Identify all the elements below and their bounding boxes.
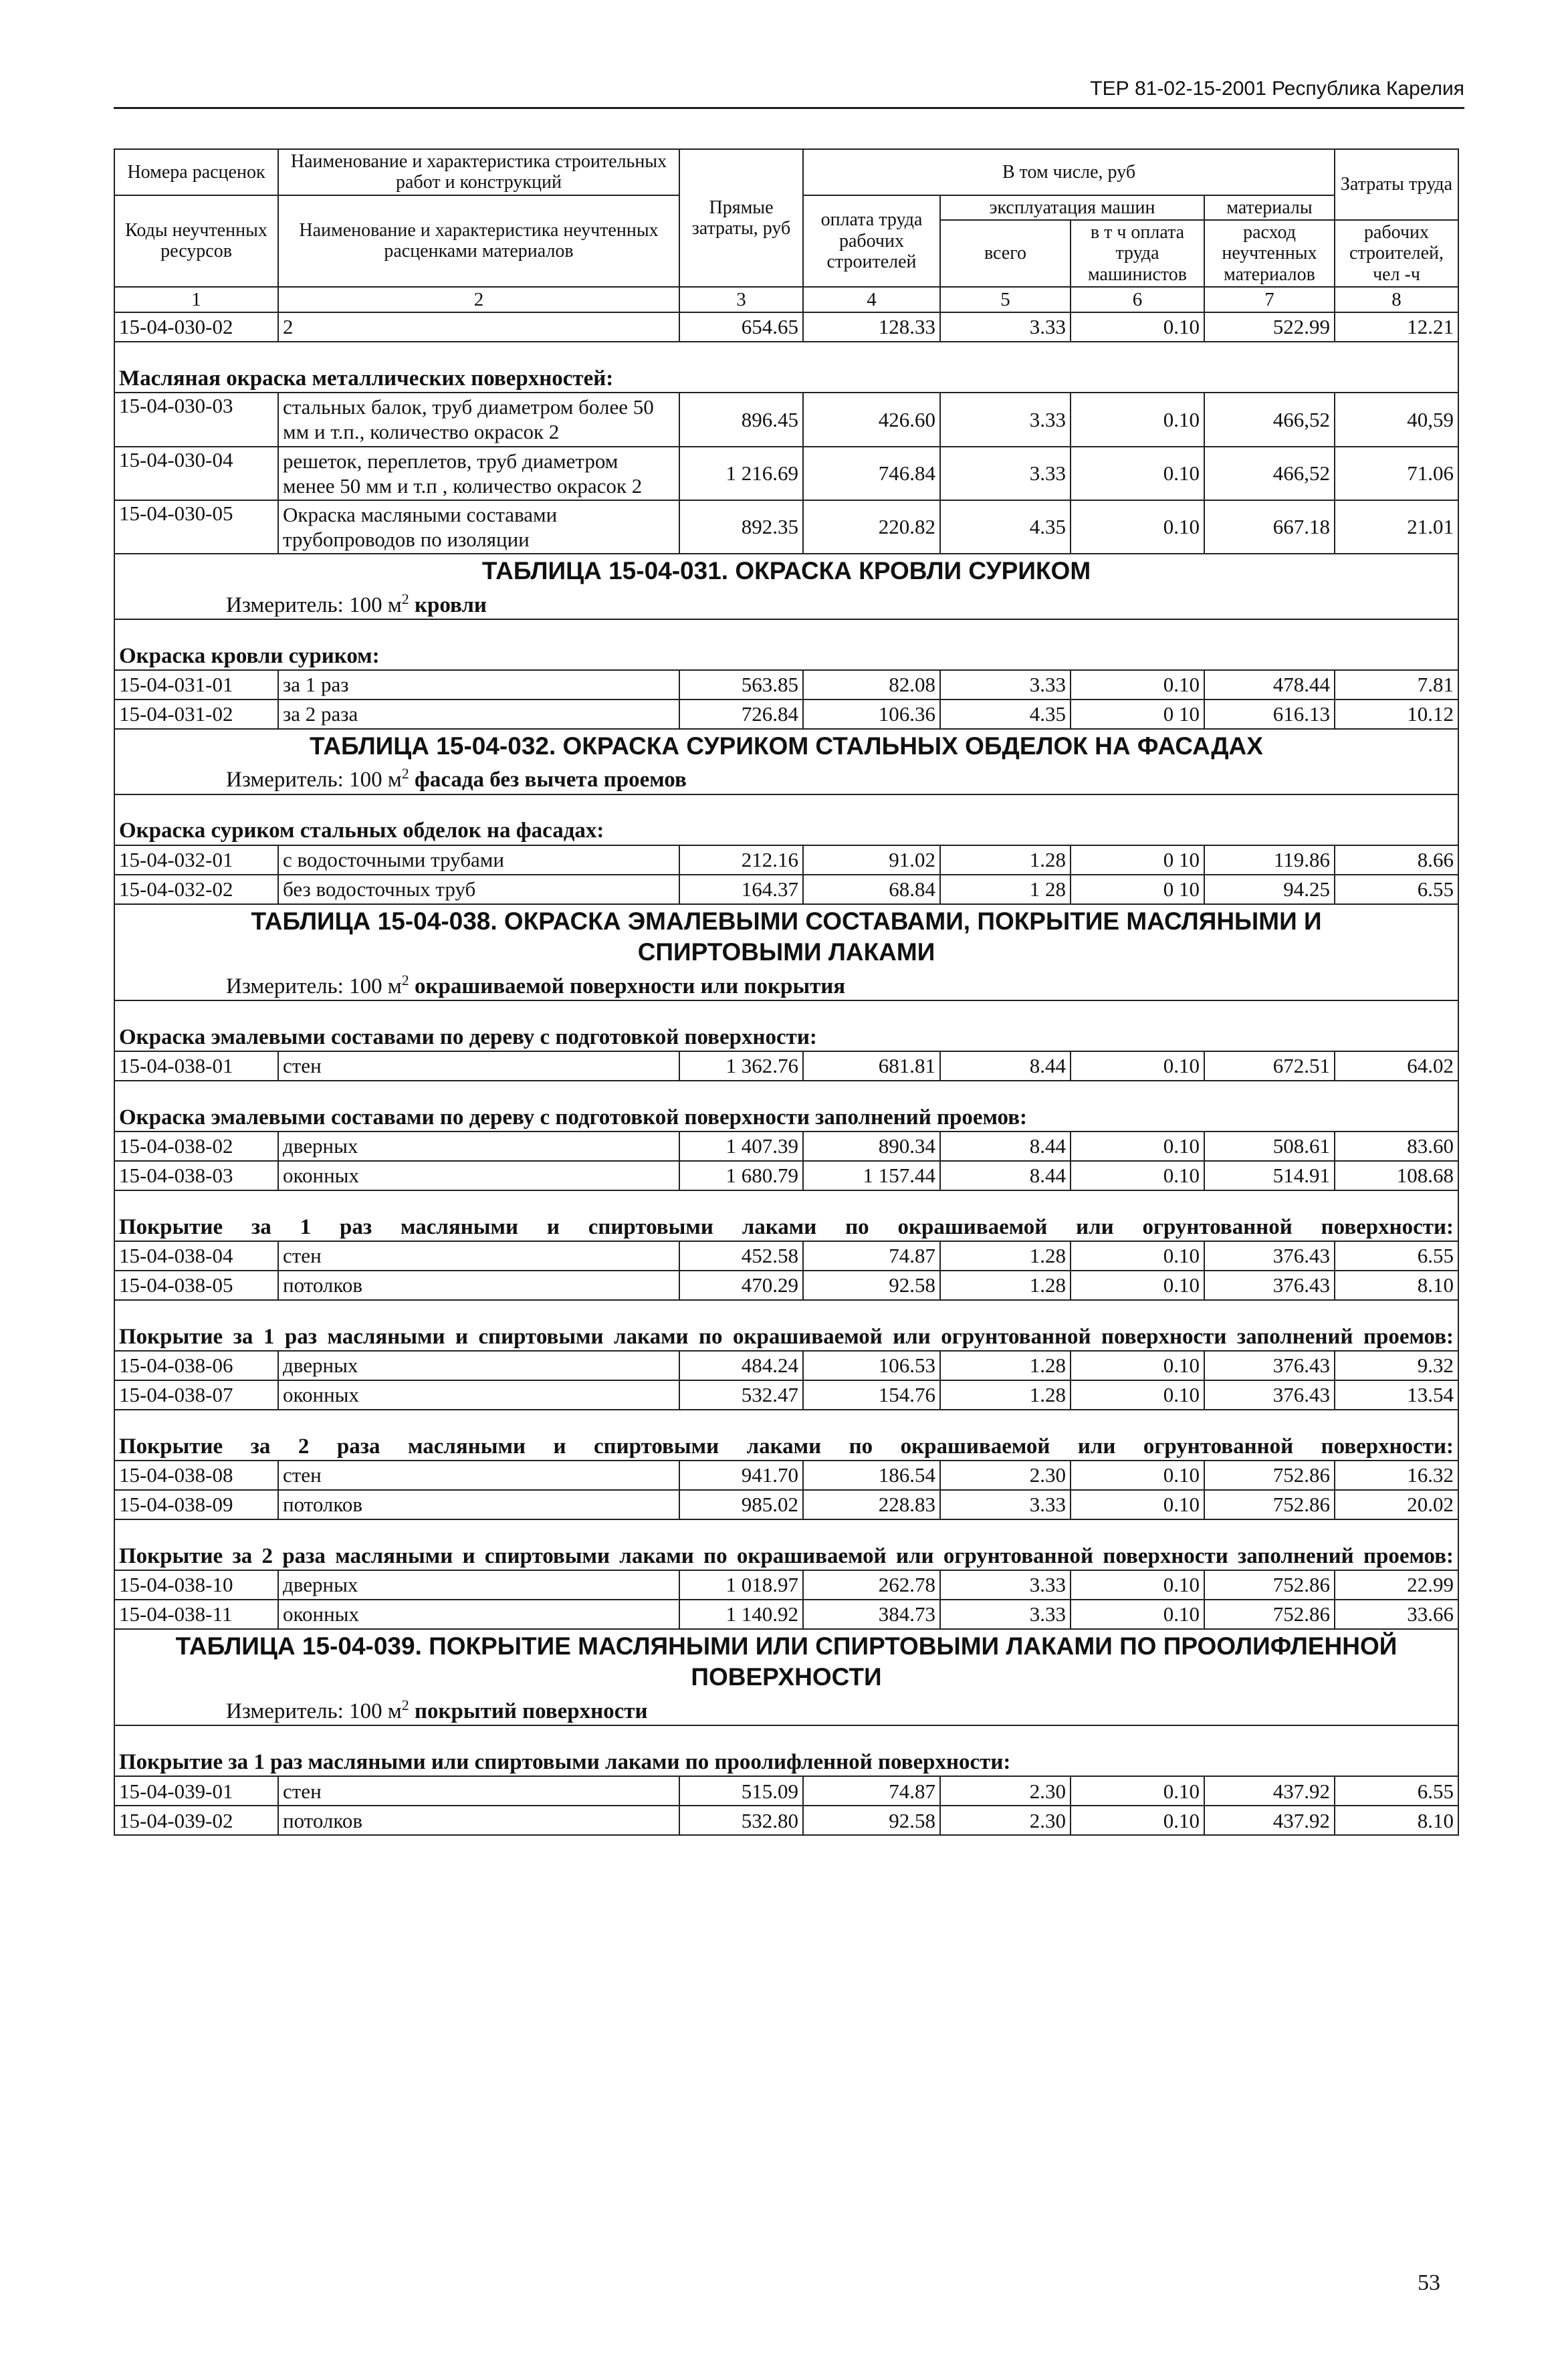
- work-name: потолков: [278, 1271, 679, 1300]
- measure-exponent: 2: [401, 1696, 409, 1713]
- value-mat: 119.86: [1204, 845, 1335, 875]
- table-title: ТАБЛИЦА 15-04-032. ОКРАСКА СУРИКОМ СТАЛЬНЫХ ОБДЕЛОК НА ФАСАДАХ: [310, 732, 1263, 760]
- measure-object: кровли: [409, 593, 487, 617]
- section-heading-row: [114, 619, 1458, 670]
- measure-label: Измеритель: 100 м: [226, 1699, 402, 1723]
- value-mach: 8.44: [940, 1051, 1071, 1081]
- work-name: без водосточных труб: [278, 875, 679, 904]
- measure-unit: [119, 587, 1454, 618]
- table-row: [114, 1271, 1458, 1300]
- work-name: решеток, переплетов, труб диаметром менее 50 мм и т.п , количество окрасок 2: [278, 447, 679, 500]
- table-row: [114, 1570, 1458, 1600]
- value-mach-wage: 0.10: [1071, 1570, 1204, 1600]
- rate-code: 15-04-038-06: [114, 1351, 278, 1380]
- value-mach: 1.28: [940, 1241, 1071, 1271]
- section-heading: Окраска эмалевыми составами по дереву с подготовкой поверхности заполнений проемов:: [114, 1081, 1458, 1132]
- table-row: [114, 1351, 1458, 1380]
- value-direct: 484.24: [679, 1351, 803, 1380]
- rate-code: 15-04-030-02: [114, 312, 278, 342]
- value-direct: 452.58: [679, 1241, 803, 1271]
- measure-object: окрашиваемой поверхности или покрытия: [409, 974, 846, 998]
- value-direct: 1 362.76: [679, 1051, 803, 1081]
- rate-code: 15-04-039-01: [114, 1776, 278, 1806]
- work-name: 2: [278, 312, 679, 342]
- col-head-all: всего: [940, 220, 1071, 287]
- table-title-row: [114, 729, 1458, 794]
- value-direct: 941.70: [679, 1461, 803, 1490]
- table-row: [114, 1776, 1458, 1806]
- value-mach-wage: 0.10: [1071, 670, 1204, 700]
- work-name: оконных: [278, 1380, 679, 1410]
- section-heading: Покрытие за 1 раз масляными или спиртовыми лаками по проолифленной поверхности:: [114, 1725, 1458, 1776]
- measure-unit: [119, 1693, 1454, 1724]
- value-wage: 890.34: [803, 1132, 940, 1161]
- measure-unit: [119, 762, 1454, 792]
- value-direct: 212.16: [679, 845, 803, 875]
- value-mach: 3.33: [940, 393, 1071, 446]
- value-mach: 1 28: [940, 875, 1071, 904]
- rates-table: [114, 148, 1459, 1836]
- value-labor: 7.81: [1335, 670, 1458, 700]
- table-title-cell: [114, 554, 1458, 619]
- value-mach-wage: 0.10: [1071, 1351, 1204, 1380]
- section-heading: Покрытие за 1 раз масляными и спиртовыми лаками по окрашиваемой или огрунтованной поверхности:: [114, 1190, 1458, 1241]
- value-wage: 746.84: [803, 447, 940, 500]
- work-name: Окраска масляными составами трубопроводов по изоляции: [278, 500, 679, 554]
- value-labor: 8.66: [1335, 845, 1458, 875]
- col-head-number: Номера расценок: [114, 149, 278, 195]
- table-row: [114, 1051, 1458, 1081]
- value-mach-wage: 0.10: [1071, 1776, 1204, 1806]
- table-row: [114, 845, 1458, 875]
- work-name: оконных: [278, 1600, 679, 1629]
- value-mach: 3.33: [940, 1490, 1071, 1519]
- value-wage: 262.78: [803, 1570, 940, 1600]
- value-labor: 108.68: [1335, 1161, 1458, 1190]
- value-direct: 654.65: [679, 312, 803, 342]
- col-head-mat-cons: расход неучтенных материалов: [1204, 220, 1335, 287]
- rate-code: 15-04-032-01: [114, 845, 278, 875]
- column-number: 8: [1335, 287, 1458, 312]
- value-direct: 892.35: [679, 500, 803, 554]
- value-mat: 752.86: [1204, 1570, 1335, 1600]
- value-mach: 1.28: [940, 1351, 1071, 1380]
- table-row: [114, 700, 1458, 729]
- value-mach-wage: 0.10: [1071, 1132, 1204, 1161]
- value-mach-wage: 0.10: [1071, 1161, 1204, 1190]
- value-wage: 1 157.44: [803, 1161, 940, 1190]
- value-direct: 1 680.79: [679, 1161, 803, 1190]
- value-mach: 2.30: [940, 1461, 1071, 1490]
- value-direct: 164.37: [679, 875, 803, 904]
- value-wage: 186.54: [803, 1461, 940, 1490]
- value-mach: 1.28: [940, 1380, 1071, 1410]
- work-name: за 1 раз: [278, 670, 679, 700]
- column-numbers-row: [114, 287, 1458, 312]
- value-wage: 74.87: [803, 1241, 940, 1271]
- value-wage: 384.73: [803, 1600, 940, 1629]
- rate-code: 15-04-032-02: [114, 875, 278, 904]
- value-mach-wage: 0 10: [1071, 845, 1204, 875]
- value-labor: 9.32: [1335, 1351, 1458, 1380]
- value-wage: 154.76: [803, 1380, 940, 1410]
- value-direct: 985.02: [679, 1490, 803, 1519]
- table-row: [114, 1600, 1458, 1629]
- table-title: ТАБЛИЦА 15-04-031. ОКРАСКА КРОВЛИ СУРИКОМ: [481, 557, 1091, 585]
- value-mat: 522.99: [1204, 312, 1335, 342]
- value-mach: 8.44: [940, 1132, 1071, 1161]
- value-mach-wage: 0.10: [1071, 500, 1204, 554]
- section-heading-row: [114, 1081, 1458, 1132]
- work-name: оконных: [278, 1161, 679, 1190]
- value-labor: 6.55: [1335, 1776, 1458, 1806]
- work-name: стен: [278, 1241, 679, 1271]
- work-name: за 2 раза: [278, 700, 679, 729]
- col-head-wage-mach: в т ч оплата труда машинистов: [1071, 220, 1204, 287]
- rate-code: 15-04-030-05: [114, 500, 278, 554]
- work-name: дверных: [278, 1132, 679, 1161]
- value-mat: 437.92: [1204, 1776, 1335, 1806]
- rate-code: 15-04-030-03: [114, 393, 278, 446]
- column-number: 7: [1204, 287, 1335, 312]
- col-head-including: В том числе, руб: [803, 149, 1335, 195]
- value-mach-wage: 0.10: [1071, 1380, 1204, 1410]
- value-mach: 4.35: [940, 700, 1071, 729]
- section-heading-row: [114, 1190, 1458, 1241]
- value-direct: 1 216.69: [679, 447, 803, 500]
- value-labor: 16.32: [1335, 1461, 1458, 1490]
- measure-exponent: 2: [401, 590, 409, 607]
- section-heading-row: [114, 1519, 1458, 1570]
- value-labor: 12.21: [1335, 312, 1458, 342]
- value-labor: 21.01: [1335, 500, 1458, 554]
- value-direct: 532.80: [679, 1806, 803, 1835]
- col-head-wage: оплата труда рабочих строителей: [803, 195, 940, 287]
- col-head-name: Наименование и характеристика строительных работ и конструкций: [278, 149, 679, 195]
- value-mat: 376.43: [1204, 1241, 1335, 1271]
- value-mach-wage: 0.10: [1071, 393, 1204, 446]
- value-direct: 896.45: [679, 393, 803, 446]
- value-wage: 128.33: [803, 312, 940, 342]
- value-labor: 71.06: [1335, 447, 1458, 500]
- value-mach: 4.35: [940, 500, 1071, 554]
- rate-code: 15-04-031-01: [114, 670, 278, 700]
- header-rule: [114, 107, 1464, 109]
- rate-code: 15-04-038-08: [114, 1461, 278, 1490]
- value-direct: 1 140.92: [679, 1600, 803, 1629]
- value-wage: 228.83: [803, 1490, 940, 1519]
- value-mat: 478.44: [1204, 670, 1335, 700]
- value-labor: 33.66: [1335, 1600, 1458, 1629]
- rate-code: 15-04-038-10: [114, 1570, 278, 1600]
- section-heading: Масляная окраска металлических поверхностей:: [114, 342, 1458, 393]
- work-name: с водосточными трубами: [278, 845, 679, 875]
- value-mat: 616.13: [1204, 700, 1335, 729]
- value-direct: 515.09: [679, 1776, 803, 1806]
- measure-label: Измеритель: 100 м: [226, 974, 402, 998]
- column-number: 5: [940, 287, 1071, 312]
- value-labor: 8.10: [1335, 1806, 1458, 1835]
- value-mat: 466,52: [1204, 447, 1335, 500]
- measure-label: Измеритель: 100 м: [226, 768, 402, 792]
- col-head-labor: рабочих строителей, чел -ч: [1335, 220, 1458, 287]
- table-row: [114, 670, 1458, 700]
- value-direct: 1 018.97: [679, 1570, 803, 1600]
- column-number: 1: [114, 287, 278, 312]
- work-name: стен: [278, 1461, 679, 1490]
- value-labor: 6.55: [1335, 1241, 1458, 1271]
- value-wage: 220.82: [803, 500, 940, 554]
- value-mach: 3.33: [940, 447, 1071, 500]
- rate-code: 15-04-038-03: [114, 1161, 278, 1190]
- value-wage: 106.53: [803, 1351, 940, 1380]
- rate-code: 15-04-038-11: [114, 1600, 278, 1629]
- value-mat: 672.51: [1204, 1051, 1335, 1081]
- table-row: [114, 875, 1458, 904]
- work-name: стен: [278, 1051, 679, 1081]
- value-labor: 64.02: [1335, 1051, 1458, 1081]
- table-row: [114, 500, 1458, 554]
- work-name: потолков: [278, 1490, 679, 1519]
- value-labor: 6.55: [1335, 875, 1458, 904]
- value-mach-wage: 0.10: [1071, 1600, 1204, 1629]
- value-wage: 74.87: [803, 1776, 940, 1806]
- value-wage: 82.08: [803, 670, 940, 700]
- table-row: [114, 1161, 1458, 1190]
- col-head-direct: Прямые затраты, руб: [679, 149, 803, 287]
- section-heading: Покрытие за 1 раз масляными и спиртовыми лаками по окрашиваемой или огрунтованной поверхности заполнений проемов:: [114, 1300, 1458, 1351]
- rate-code: 15-04-038-09: [114, 1490, 278, 1519]
- value-direct: 1 407.39: [679, 1132, 803, 1161]
- section-heading: Покрытие за 2 раза масляными и спиртовыми лаками по окрашиваемой или огрунтованной поверхности заполнений проемов:: [114, 1519, 1458, 1570]
- value-labor: 22.99: [1335, 1570, 1458, 1600]
- section-heading-row: [114, 1000, 1458, 1051]
- value-wage: 91.02: [803, 845, 940, 875]
- value-mach: 3.33: [940, 1570, 1071, 1600]
- value-mach: 3.33: [940, 312, 1071, 342]
- value-mat: 508.61: [1204, 1132, 1335, 1161]
- table-title-row: [114, 554, 1458, 619]
- col-head-labor-top: Затраты труда: [1335, 149, 1458, 220]
- value-mach: 1.28: [940, 845, 1071, 875]
- value-direct: 532.47: [679, 1380, 803, 1410]
- value-wage: 426.60: [803, 393, 940, 446]
- value-wage: 92.58: [803, 1271, 940, 1300]
- page-number: 53: [1418, 2270, 1440, 2295]
- table-title-row: [114, 904, 1458, 1000]
- table-title: ТАБЛИЦА 15-04-039. ПОКРЫТИЕ МАСЛЯНЫМИ ИЛИ СПИРТОВЫМИ ЛАКАМИ ПО ПРООЛИФЛЕННОЙ ПОВЕРХНОСТИ: [175, 1632, 1397, 1691]
- value-wage: 92.58: [803, 1806, 940, 1835]
- rate-code: 15-04-038-04: [114, 1241, 278, 1271]
- value-mach: 3.33: [940, 1600, 1071, 1629]
- rate-code: 15-04-038-02: [114, 1132, 278, 1161]
- rate-code: 15-04-038-01: [114, 1051, 278, 1081]
- column-number: 2: [278, 287, 679, 312]
- value-labor: 40,59: [1335, 393, 1458, 446]
- col-head-machines: эксплуатация машин: [940, 195, 1204, 220]
- value-mach-wage: 0 10: [1071, 875, 1204, 904]
- section-heading-row: [114, 1725, 1458, 1776]
- table-row: [114, 1380, 1458, 1410]
- value-mat: 466,52: [1204, 393, 1335, 446]
- rate-code: 15-04-039-02: [114, 1806, 278, 1835]
- value-wage: 106.36: [803, 700, 940, 729]
- value-mat: 752.86: [1204, 1600, 1335, 1629]
- value-mach: 2.30: [940, 1776, 1071, 1806]
- value-mach-wage: 0.10: [1071, 1461, 1204, 1490]
- value-mat: 376.43: [1204, 1380, 1335, 1410]
- work-name: дверных: [278, 1570, 679, 1600]
- value-mat: 667.18: [1204, 500, 1335, 554]
- value-direct: 563.85: [679, 670, 803, 700]
- table-row: [114, 1490, 1458, 1519]
- table-row: [114, 447, 1458, 500]
- value-labor: 13.54: [1335, 1380, 1458, 1410]
- table-title-row: [114, 1629, 1458, 1725]
- section-heading-row: [114, 1410, 1458, 1461]
- table-title-cell: [114, 729, 1458, 794]
- value-labor: 10.12: [1335, 700, 1458, 729]
- work-name: потолков: [278, 1806, 679, 1835]
- value-mach-wage: 0.10: [1071, 447, 1204, 500]
- value-labor: 8.10: [1335, 1271, 1458, 1300]
- value-mach: 3.33: [940, 670, 1071, 700]
- column-number: 3: [679, 287, 803, 312]
- value-mat: 94.25: [1204, 875, 1335, 904]
- table-row: [114, 1132, 1458, 1161]
- section-heading: Окраска кровли суриком:: [114, 619, 1458, 670]
- measure-exponent: 2: [401, 971, 409, 988]
- table-row: [114, 1461, 1458, 1490]
- rate-code: 15-04-038-05: [114, 1271, 278, 1300]
- table-row: [114, 1806, 1458, 1835]
- column-number: 4: [803, 287, 940, 312]
- section-heading: Покрытие за 2 раза масляными и спиртовыми лаками по окрашиваемой или огрунтованной поверхности:: [114, 1410, 1458, 1461]
- value-mat: 376.43: [1204, 1351, 1335, 1380]
- work-name: дверных: [278, 1351, 679, 1380]
- measure-object: фасада без вычета проемов: [409, 768, 687, 792]
- value-direct: 470.29: [679, 1271, 803, 1300]
- value-labor: 20.02: [1335, 1490, 1458, 1519]
- value-mach: 2.30: [940, 1806, 1071, 1835]
- work-name: стальных балок, труб диаметром более 50 мм и т.п., количество окрасок 2: [278, 393, 679, 446]
- value-mat: 752.86: [1204, 1461, 1335, 1490]
- section-heading-row: [114, 342, 1458, 393]
- table-row: [114, 312, 1458, 342]
- measure-unit: [119, 968, 1454, 999]
- value-mach-wage: 0.10: [1071, 1051, 1204, 1081]
- value-wage: 681.81: [803, 1051, 940, 1081]
- value-mat: 437.92: [1204, 1806, 1335, 1835]
- value-mat: 752.86: [1204, 1490, 1335, 1519]
- col-head-name2: Наименование и характеристика неучтенных расценками материалов: [278, 195, 679, 287]
- rate-code: 15-04-038-07: [114, 1380, 278, 1410]
- measure-exponent: 2: [401, 765, 409, 782]
- value-mach: 8.44: [940, 1161, 1071, 1190]
- table-title: ТАБЛИЦА 15-04-038. ОКРАСКА ЭМАЛЕВЫМИ СОСТАВАМИ, ПОКРЫТИЕ МАСЛЯНЫМИ И СПИРТОВЫМИ ЛАКАМИ: [251, 907, 1322, 966]
- column-number: 6: [1071, 287, 1204, 312]
- value-mach-wage: 0.10: [1071, 1241, 1204, 1271]
- table-title-cell: [114, 1629, 1458, 1725]
- value-mach-wage: 0.10: [1071, 1490, 1204, 1519]
- value-mach-wage: 0 10: [1071, 700, 1204, 729]
- section-heading: Окраска суриком стальных обделок на фасадах:: [114, 794, 1458, 845]
- col-head-codes: Коды неучтенных ресурсов: [114, 195, 278, 287]
- value-mach-wage: 0.10: [1071, 1271, 1204, 1300]
- value-mat: 376.43: [1204, 1271, 1335, 1300]
- value-mat: 514.91: [1204, 1161, 1335, 1190]
- value-direct: 726.84: [679, 700, 803, 729]
- rate-code: 15-04-031-02: [114, 700, 278, 729]
- measure-object: покрытий поверхности: [409, 1699, 648, 1723]
- value-mach: 1.28: [940, 1271, 1071, 1300]
- col-head-materials: материалы: [1204, 195, 1335, 220]
- table-row: [114, 1241, 1458, 1271]
- rate-code: 15-04-030-04: [114, 447, 278, 500]
- running-header: ТЕР 81-02-15-2001 Республика Карелия: [1090, 78, 1464, 100]
- measure-label: Измеритель: 100 м: [226, 593, 402, 617]
- value-mach-wage: 0.10: [1071, 312, 1204, 342]
- value-labor: 83.60: [1335, 1132, 1458, 1161]
- table-title-cell: [114, 904, 1458, 1000]
- table-row: [114, 393, 1458, 446]
- value-mach-wage: 0.10: [1071, 1806, 1204, 1835]
- section-heading-row: [114, 794, 1458, 845]
- work-name: стен: [278, 1776, 679, 1806]
- value-wage: 68.84: [803, 875, 940, 904]
- section-heading-row: [114, 1300, 1458, 1351]
- section-heading: Окраска эмалевыми составами по дереву с подготовкой поверхности:: [114, 1000, 1458, 1051]
